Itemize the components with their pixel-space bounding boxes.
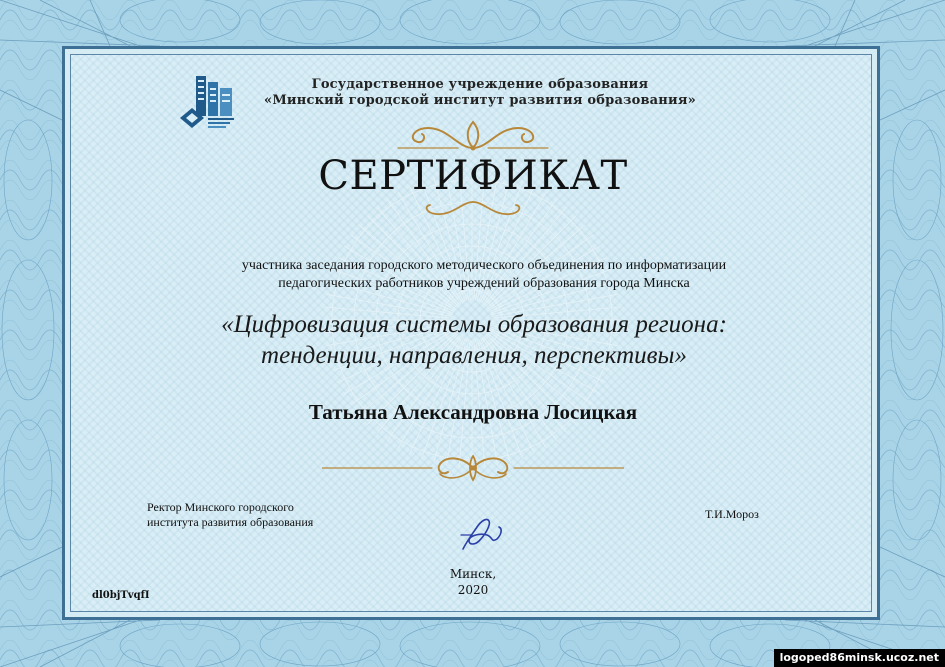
certificate-code: dl0bjTvqfI [92,590,150,601]
event-title [160,309,788,371]
certificate-title: СЕРТИФИКАТ [318,153,628,199]
year: 2020 [457,583,489,597]
institute-building-logo [178,72,244,136]
organization-line-1: Государственное учреждение образования [311,77,649,92]
place: Минск, [449,567,497,581]
recipient-name: Татьяна Александровна Лосицкая [308,400,638,424]
signer-role-line-2: института развития образования [147,515,314,529]
place-and-year [420,566,526,598]
site-watermark: logoped86minsk.ucoz.net [774,649,945,667]
event-title-line-1: «Цифровизация системы образования региона: [221,311,727,338]
title-underline-ornament [400,198,546,220]
description-line-2: педагогических работников учреждений образования города Минска [278,276,690,291]
certificate-description [190,257,778,293]
divider-ornament [322,450,624,486]
signer-role-line-1: Ректор Минского городского [147,500,294,514]
organization-line-2: «Минский городской институт развития образования» [264,93,696,108]
handwritten-signature [455,513,507,553]
signer-role [147,500,377,530]
top-ornament [388,118,558,154]
event-title-line-2: тенденции, направления, перспективы» [261,342,687,369]
signer-name: Т.И.Мороз [705,507,759,521]
organization-name [250,77,710,109]
description-line-1: участника заседания городского методического объединения по информатизации [241,258,727,273]
